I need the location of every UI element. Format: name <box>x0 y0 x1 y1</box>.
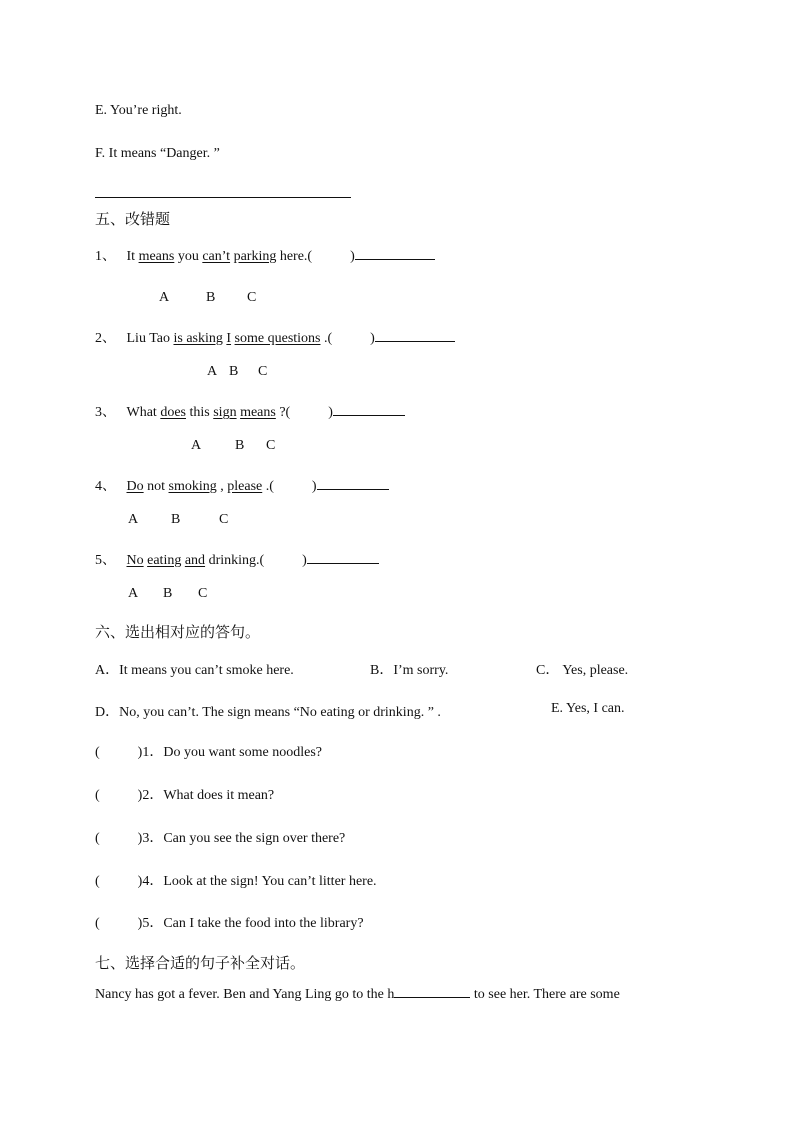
correction-blank[interactable] <box>317 476 389 490</box>
underlined-c: means <box>240 405 276 420</box>
correction-blank[interactable] <box>307 550 379 564</box>
question-text: )5．Can I take the food into the library? <box>137 916 364 931</box>
letter-a: A <box>128 586 139 601</box>
question-number: 4、 <box>95 479 116 494</box>
sentence-text: .( <box>262 479 274 494</box>
open-paren: ( <box>95 831 100 846</box>
underlined-b: smoking <box>168 479 217 494</box>
underlined-b: I <box>226 331 232 346</box>
answer-option-c: C． Yes, please. <box>536 663 629 678</box>
sentence-text: What <box>126 405 161 420</box>
question-text: )4．Look at the sign! You can’t litter here. <box>137 874 377 889</box>
open-paren: ( <box>95 874 100 889</box>
letter-b: B <box>171 512 181 527</box>
sentence-text: not <box>143 479 169 494</box>
correction-blank[interactable] <box>333 402 405 416</box>
section-6-title: 六、选出相对应的答句。 <box>95 623 261 641</box>
letter-a: A <box>207 364 218 379</box>
sentence-text: this <box>186 405 214 420</box>
match-question-5 <box>95 915 364 933</box>
question-text: )2．What does it mean? <box>137 788 275 803</box>
error-question-2 <box>95 328 455 348</box>
underlined-a: does <box>160 405 186 420</box>
underlined-b: sign <box>213 405 237 420</box>
sentence-text: ) <box>350 249 355 264</box>
question-number: 2、 <box>95 331 116 346</box>
sentence-text: , <box>216 479 228 494</box>
letter-b: B <box>229 364 239 379</box>
open-paren: ( <box>95 916 100 931</box>
sentence-text: you <box>174 249 203 264</box>
underlined-a: No <box>126 553 144 568</box>
underlined-c: some questions <box>234 331 321 346</box>
letter-c: C <box>247 290 257 305</box>
underlined-c: and <box>184 553 206 568</box>
underlined-b: eating <box>147 553 182 568</box>
underlined-a: is asking <box>173 331 223 346</box>
answer-rule <box>95 197 351 198</box>
question-number: 3、 <box>95 405 116 420</box>
letter-c: C <box>219 512 229 527</box>
error-question-5 <box>95 550 379 570</box>
correction-blank[interactable] <box>375 328 455 342</box>
sentence-text: It <box>126 249 139 264</box>
letter-b: B <box>206 290 216 305</box>
underlined-b: can’t <box>202 249 231 264</box>
answer-option-b: B．I’m sorry. <box>370 663 449 678</box>
error-question-4 <box>95 476 389 496</box>
sentence-text: here.( <box>276 249 313 264</box>
underlined-c: please <box>227 479 263 494</box>
match-question-2 <box>95 787 274 805</box>
question-number: 1、 <box>95 249 116 264</box>
match-question-1 <box>95 744 322 762</box>
match-question-3 <box>95 830 345 848</box>
sentence-text: ) <box>328 405 333 420</box>
underlined-a: means <box>138 249 175 264</box>
letter-a: A <box>159 290 170 305</box>
letter-c: C <box>198 586 208 601</box>
dialogue-intro <box>95 984 620 1004</box>
letter-c: C <box>258 364 268 379</box>
sentence-text: ) <box>311 479 317 494</box>
letter-a: A <box>191 438 202 453</box>
letter-a: A <box>128 512 139 527</box>
error-question-1 <box>95 246 435 266</box>
word-blank[interactable] <box>394 984 470 998</box>
answer-option-e: E. Yes, I can. <box>551 701 625 716</box>
sentence-text: ?( <box>275 405 291 420</box>
question-text: )3．Can you see the sign over there? <box>137 831 346 846</box>
section-7-title: 七、选择合适的句子补全对话。 <box>95 954 306 972</box>
open-paren: ( <box>95 788 100 803</box>
sentence-text: .( <box>320 331 333 346</box>
question-text: )1．Do you want some noodles? <box>137 745 322 760</box>
underlined-a: Do <box>126 479 144 494</box>
option-e-text: E. You’re right. <box>95 103 182 118</box>
sentence-text: Liu Tao <box>126 331 174 346</box>
correction-blank[interactable] <box>355 246 435 260</box>
error-question-3 <box>95 402 405 422</box>
sentence-text: drinking.( <box>205 553 265 568</box>
sentence-text: ) <box>302 553 307 568</box>
section-5-title: 五、改错题 <box>95 210 171 228</box>
match-question-4 <box>95 873 377 891</box>
answer-option-a: A．It means you can’t smoke here. <box>95 663 294 678</box>
letter-b: B <box>235 438 245 453</box>
underlined-c: parking <box>233 249 277 264</box>
option-f-text: F. It means “Danger. ” <box>95 146 220 161</box>
letter-c: C <box>266 438 276 453</box>
dialogue-text: Nancy has got a fever. Ben and Yang Ling go to the h <box>95 987 395 1002</box>
letter-b: B <box>163 586 173 601</box>
question-number: 5、 <box>95 553 116 568</box>
sentence-text: ) <box>370 331 375 346</box>
answer-option-d: D．No, you can’t. The sign means “No eating or drinking. ” . <box>95 705 441 720</box>
dialogue-text: to see her. There are some <box>470 987 620 1002</box>
open-paren: ( <box>95 745 100 760</box>
